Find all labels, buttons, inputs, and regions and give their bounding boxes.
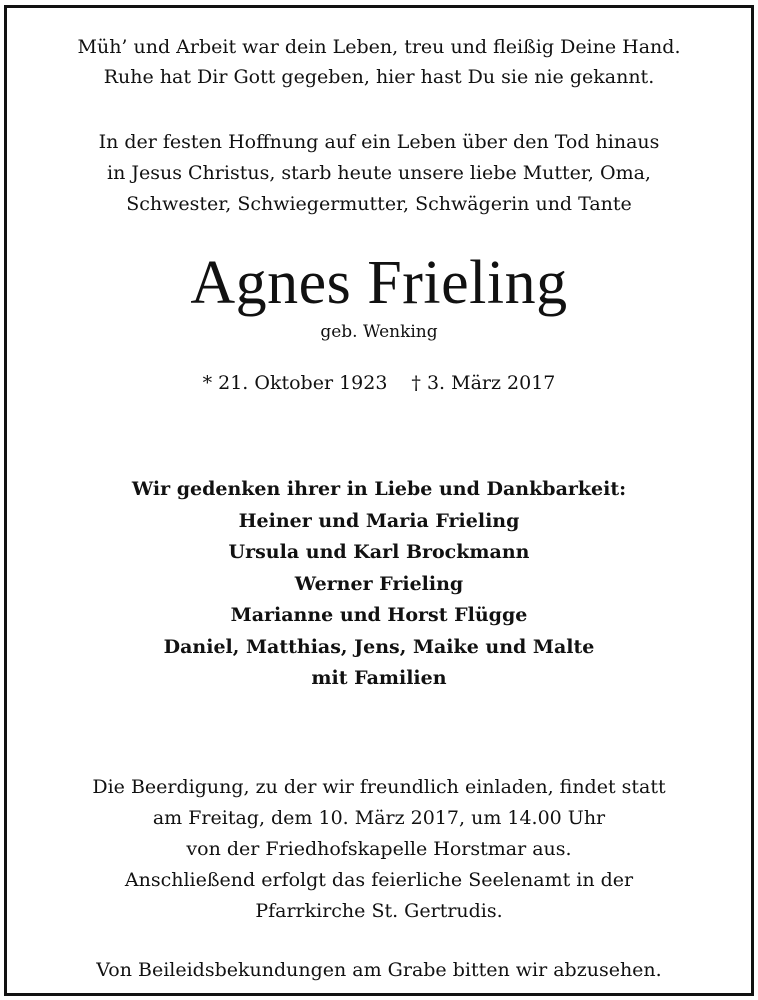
mourner-entry: Heiner und Maria Frieling (238, 509, 520, 532)
intro-line: In der festen Hoffnung auf ein Leben über den Tod hinaus (98, 131, 660, 153)
condolence-note: Von Beileidsbekundungen am Grabe bitten wir abzusehen. (96, 959, 662, 981)
mourners-heading: Wir gedenken ihrer in Liebe und Dankbarkeit: (131, 478, 627, 500)
intro-line: in Jesus Christus, starb heute unsere liebe Mutter, Oma, (107, 162, 651, 184)
obituary-notice (4, 5, 754, 996)
mourner-entry: Ursula und Karl Brockmann (228, 541, 530, 563)
mourner-entry: Daniel, Matthias, Jens, Maike und Malte (163, 635, 595, 658)
memorial-verse (7, 32, 751, 92)
funeral-line: Die Beerdigung, zu der wir freundlich einladen, findet statt (92, 776, 666, 798)
funeral-line: am Freitag, dem 10. März 2017, um 14.00 Uhr (152, 807, 606, 829)
verse-line: Müh’ und Arbeit war dein Leben, treu und fleißig Deine Hand. (77, 36, 681, 58)
life-dates (7, 368, 751, 398)
funeral-line: Anschließend erfolgt das feierliche Seelenamt in der (124, 869, 634, 891)
mourners-list (7, 474, 751, 695)
intro-line: Schwester, Schwiegermutter, Schwägerin und Tante (126, 193, 632, 215)
death-date: † 3. März 2017 (411, 372, 556, 394)
verse-line: Ruhe hat Dir Gott gegeben, hier hast Du sie nie gekannt. (103, 66, 655, 88)
intro-text (7, 127, 751, 220)
deceased-name: Agnes Frieling (190, 249, 568, 317)
mourner-entry: Marianne und Horst Flügge (230, 604, 528, 626)
funeral-line: von der Friedhofskapelle Horstmar aus. (186, 838, 572, 860)
mourner-entry: mit Familien (311, 667, 447, 689)
maiden-name: geb. Wenking (320, 322, 438, 342)
mourner-entry: Werner Frieling (294, 572, 464, 595)
funeral-line: Pfarrkirche St. Gertrudis. (255, 900, 503, 922)
funeral-details (7, 772, 751, 927)
birth-date: * 21. Oktober 1923 (202, 372, 388, 394)
